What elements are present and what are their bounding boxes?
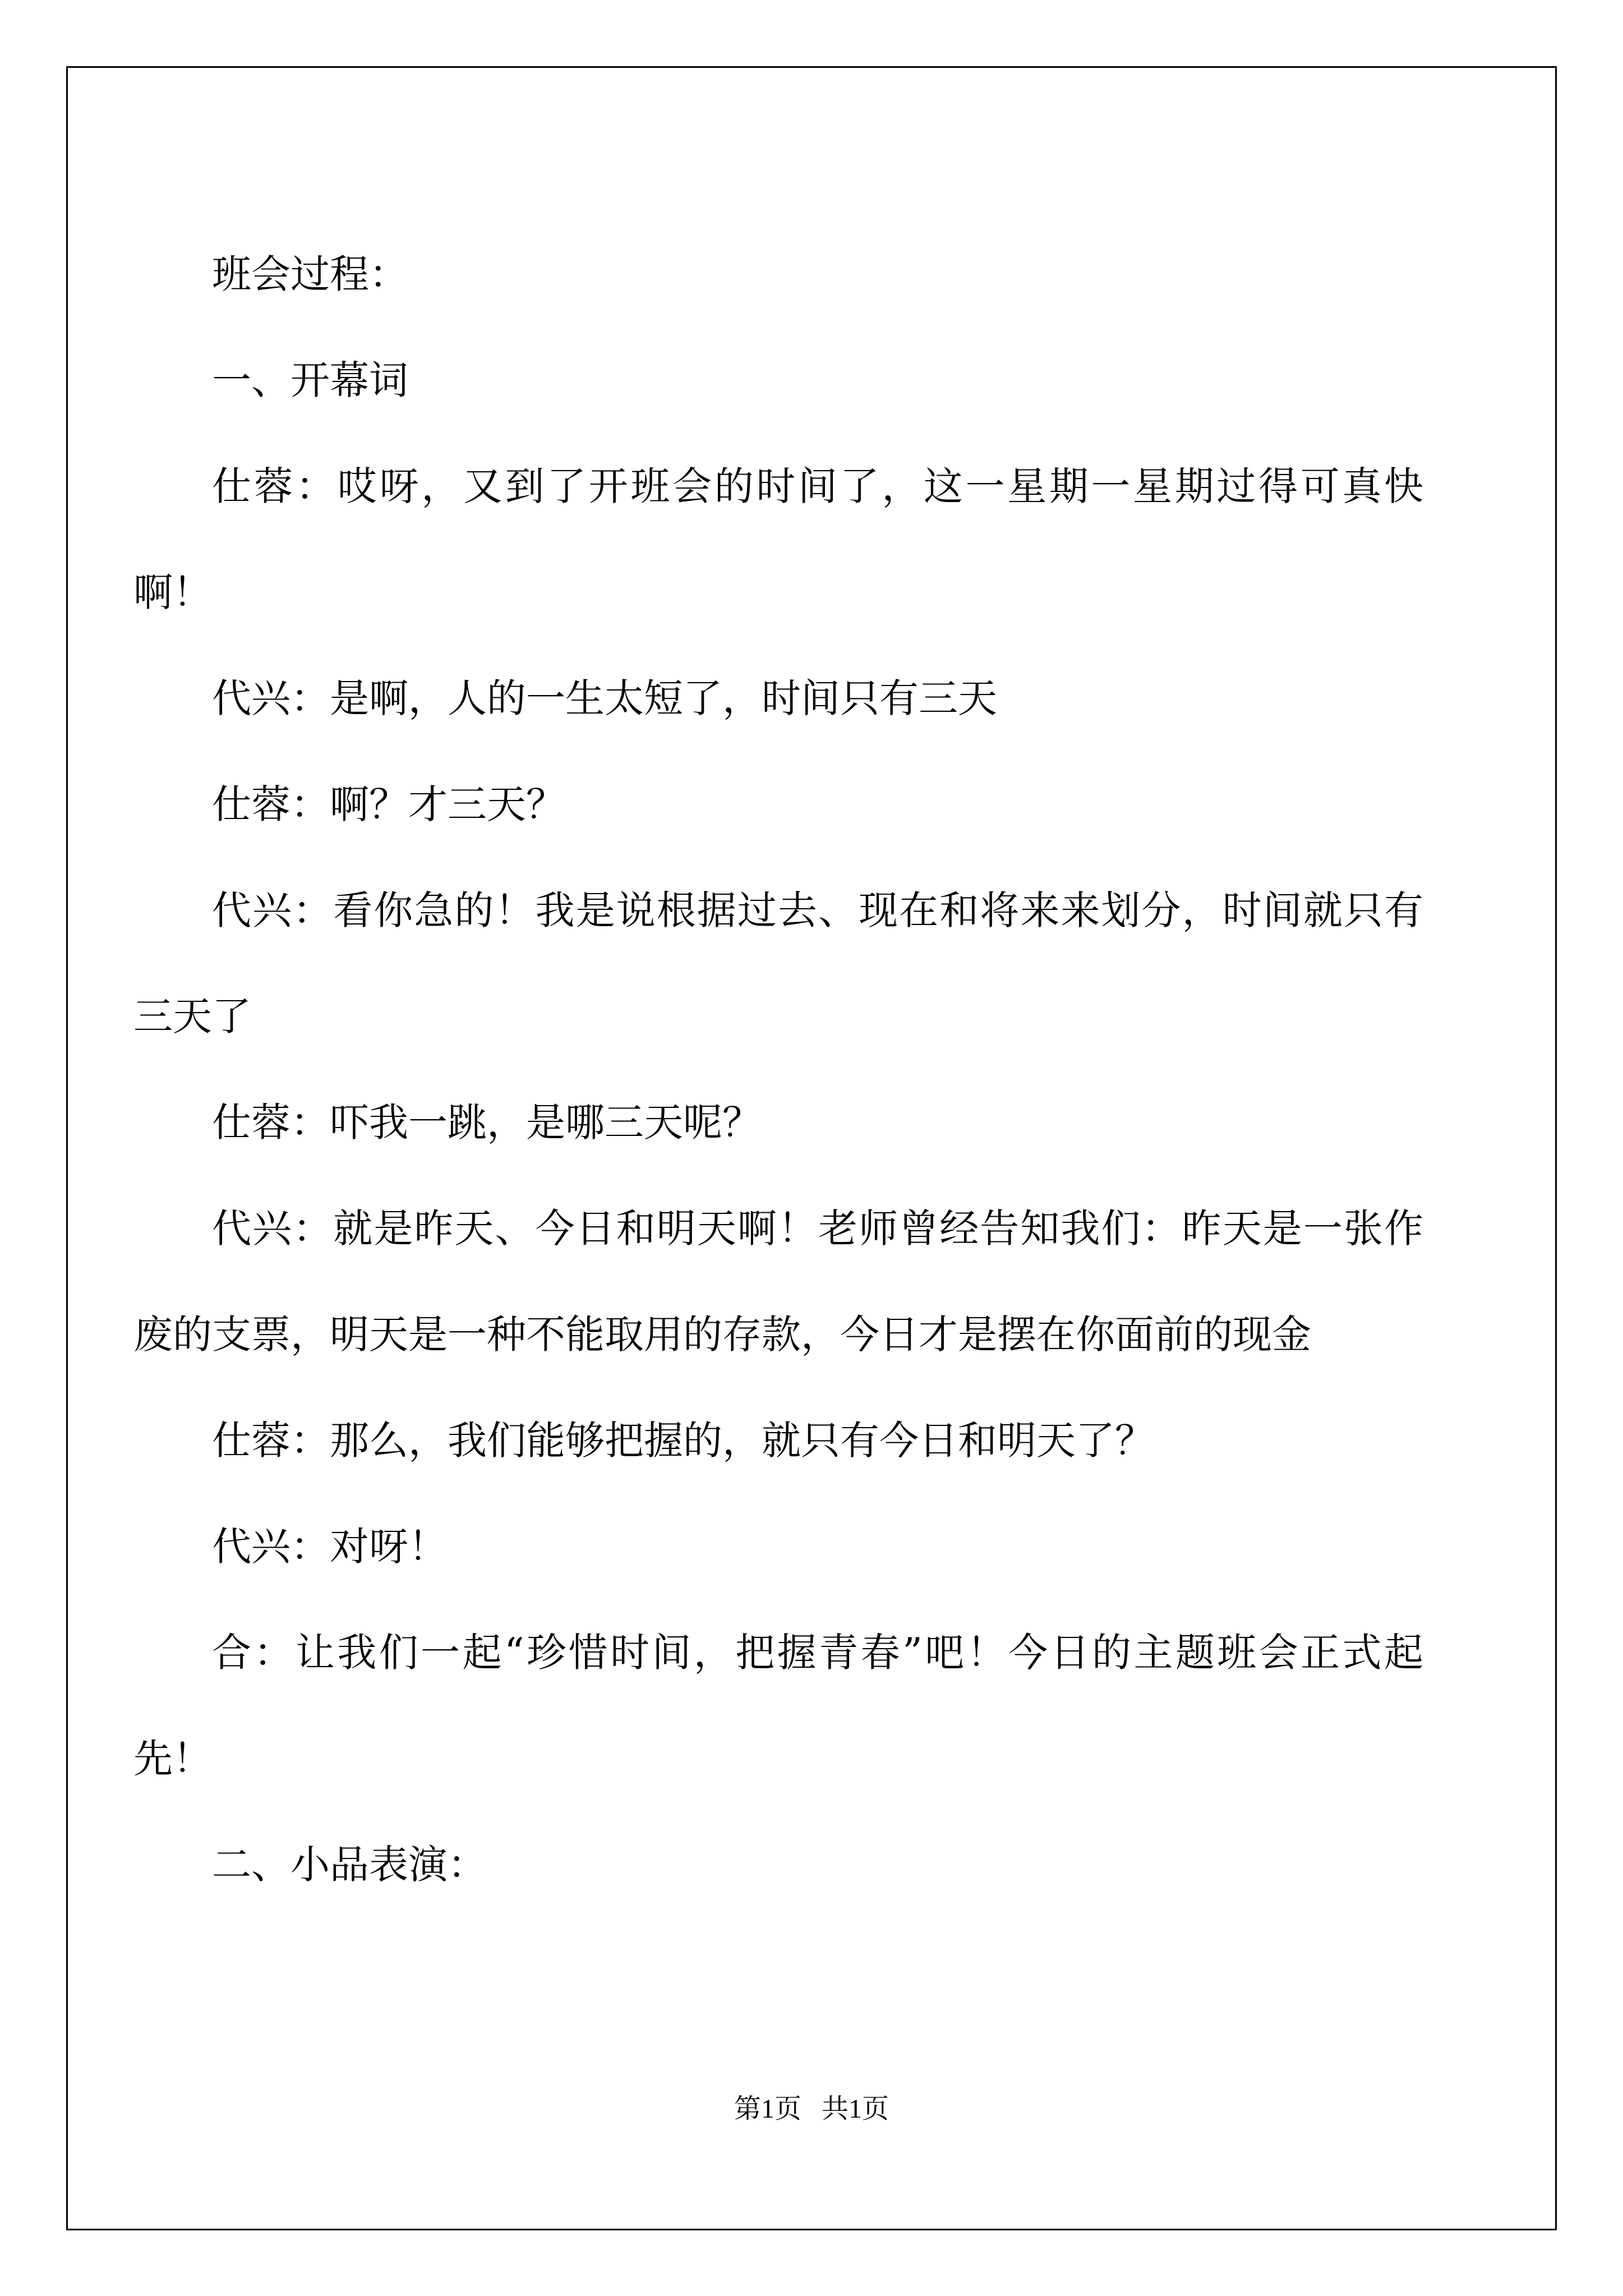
dialogue-line: 代兴：看你急的！我是说根据过去、现在和将来来划分，时间就只有三天了 bbox=[133, 887, 1423, 1039]
dialogue-line: 代兴：对呀！ bbox=[212, 1524, 448, 1570]
section-label: 班会过程： bbox=[212, 251, 408, 297]
dialogue-line: 仕蓉：那么，我们能够把握的，就只有今日和明天了？ bbox=[212, 1418, 1154, 1464]
document-body bbox=[133, 222, 1423, 1918]
dialogue-line: 仕蓉：吓我一跳，是哪三天呢？ bbox=[212, 1099, 762, 1145]
dialogue-line: 仕蓉：啊？才三天？ bbox=[212, 781, 565, 827]
dialogue-line: 代兴：是啊，人的一生太短了，时间只有三天 bbox=[212, 675, 997, 721]
page-number-footer: 第1页 共1页 bbox=[734, 2094, 889, 2124]
section-heading: 一、开幕词 bbox=[212, 357, 408, 403]
section-heading: 二、小品表演： bbox=[212, 1842, 487, 1888]
dialogue-line: 代兴：就是昨天、今日和明天啊！老师曾经告知我们：昨天是一张作废的支票，明天是一种不能取用的存款，今日才是摆在你面前的现金 bbox=[133, 1205, 1423, 1358]
dialogue-line: 仕蓉：哎呀，又到了开班会的时间了，这一星期一星期过得可真快啊！ bbox=[133, 463, 1423, 615]
dialogue-line: 合：让我们一起“珍惜时间，把握青春”吧！今日的主题班会正式起先！ bbox=[133, 1630, 1423, 1782]
